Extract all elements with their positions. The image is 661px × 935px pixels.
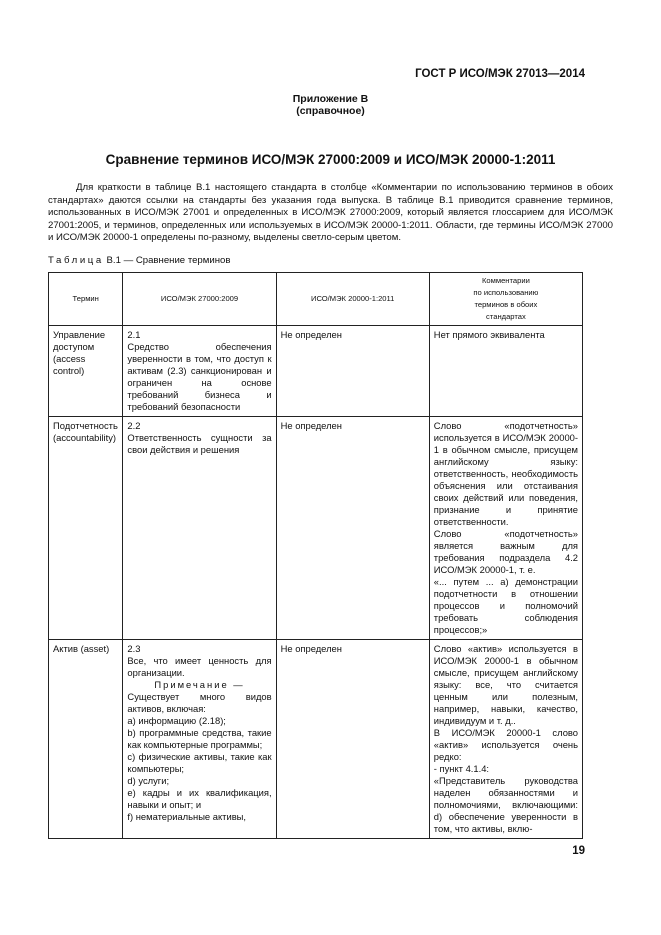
header-term: Термин	[49, 273, 123, 326]
clause-number: 2.3	[127, 643, 141, 654]
list-item: a) информацию (2.18);	[127, 715, 226, 726]
term-cell: Актив (asset)	[49, 640, 123, 839]
iso27000-definition-cell	[123, 640, 276, 839]
table-row-access-control	[49, 326, 583, 417]
comment-text: В ИСО/МЭК 20000-1 слово «актив» используется очень редко:	[433, 727, 578, 762]
table-caption	[48, 255, 230, 266]
comment-text: «... путем ... а) демонстрации подотчетности в отношении процессов и полномочий требовать соблюдения процессов;»	[433, 576, 578, 635]
definition-text: Существует много видов активов, включая:	[127, 691, 272, 714]
comment-text: «Представитель руководства наделен обязанностями и полномочиями, включающими: d) обеспечение уверенности в том, что активы, вклю-	[433, 775, 578, 834]
table-header-row	[49, 273, 583, 326]
standard-code-header: ГОСТ Р ИСО/МЭК 27013—2014	[415, 68, 585, 80]
list-item: c) физические активы, такие как компьютеры;	[127, 751, 272, 774]
header-comments	[429, 273, 582, 326]
table-caption-prefix: Таблица	[48, 255, 104, 266]
iso27000-definition-cell	[123, 326, 276, 417]
appendix-title: Приложение В	[292, 93, 369, 105]
appendix-heading	[0, 93, 661, 117]
comment-text: Слово «подотчетность» используется в ИСО/МЭК 20000-1 в обычном смысле, присущем английскому языку: ответственность, необходимость объяснения или отстаивания своих действий или поведения, признание и принятие ответственности.	[433, 420, 578, 527]
term-cell: Подотчетность (accountability)	[49, 417, 123, 640]
header-comments-line: по использованию	[473, 288, 539, 297]
comment-text: Нет прямого эквивалента	[433, 329, 545, 340]
definition-text: Ответственность сущности за свои действия и решения	[127, 432, 272, 455]
page-title: Сравнение терминов ИСО/МЭК 27000:2009 и ИСО/МЭК 20000-1:2011	[105, 152, 556, 167]
intro-paragraph: Для краткости в таблице В.1 настоящего стандарта в столбце «Комментарии по использованию терминов в обоих стандартах» даются ссылки на стандарты без указания года выпуска. В таблице В.1 приводится сравнение терминов, использованных в ИСО/МЭК 27001 и определенных в ИСО/МЭК 27000:2009, который является глоссарием для ИСО/МЭК 27001:2005, и терминов, определенных или используемых в ИСО/МЭК 20000-1:2011. Области, где термины ИСО/МЭК 27000 и ИСО/МЭК 20000-1 определены по-разному, выделены светло-серым цветом.	[48, 182, 613, 244]
clause-number: 2.1	[127, 329, 141, 340]
list-item: f) нематериальные активы,	[127, 811, 247, 822]
header-comments-line: терминов в обоих	[474, 300, 538, 309]
term-cell: Управление доступом (access control)	[49, 326, 123, 417]
header-comments-line: стандартах	[486, 312, 526, 321]
appendix-subtitle: (справочное)	[296, 105, 365, 117]
table-row-accountability	[49, 417, 583, 640]
terms-comparison-table	[48, 272, 583, 839]
page-number: 19	[572, 845, 585, 857]
list-item: e) кадры и их квалификация, навыки и опыт; и	[127, 787, 272, 810]
definition-text: Средство обеспечения уверенности в том, что доступ к активам (2.3) санкционирован и ограничен на основе требований бизнеса и требований безопасности	[127, 341, 272, 412]
list-item: b) программные средства, такие как компьютерные программы;	[127, 727, 272, 750]
list-item: d) услуги;	[127, 775, 170, 786]
clause-number: 2.2	[127, 420, 141, 431]
note-label: Примечание —	[154, 679, 245, 690]
comment-text: Слово «подотчетность» является важным для требования подраздела 4.2 ИСО/МЭК 20000-1, т. е.	[433, 528, 578, 575]
iso20000-definition-cell: Не определен	[276, 326, 429, 417]
comment-cell	[429, 417, 582, 640]
comment-cell	[429, 326, 582, 417]
iso20000-definition-cell: Не определен	[276, 640, 429, 839]
comment-text: Слово «актив» используется в ИСО/МЭК 20000-1 в обычном смысле, присущем английскому языку: все, что считается ценным или полезным, например, навыки, качество, индивидуум и т. д..	[433, 643, 578, 726]
definition-text: Все, что имеет ценность для организации.	[127, 655, 272, 678]
table-row-asset	[49, 640, 583, 839]
header-iso20000: ИСО/МЭК 20000-1:2011	[276, 273, 429, 326]
iso27000-definition-cell	[123, 417, 276, 640]
iso20000-definition-cell: Не определен	[276, 417, 429, 640]
table-caption-title: В.1 — Сравнение терминов	[106, 255, 231, 266]
comment-cell	[429, 640, 582, 839]
comment-text: - пункт 4.1.4:	[433, 763, 490, 774]
header-iso27000: ИСО/МЭК 27000:2009	[123, 273, 276, 326]
header-comments-line: Комментарии	[481, 276, 530, 285]
